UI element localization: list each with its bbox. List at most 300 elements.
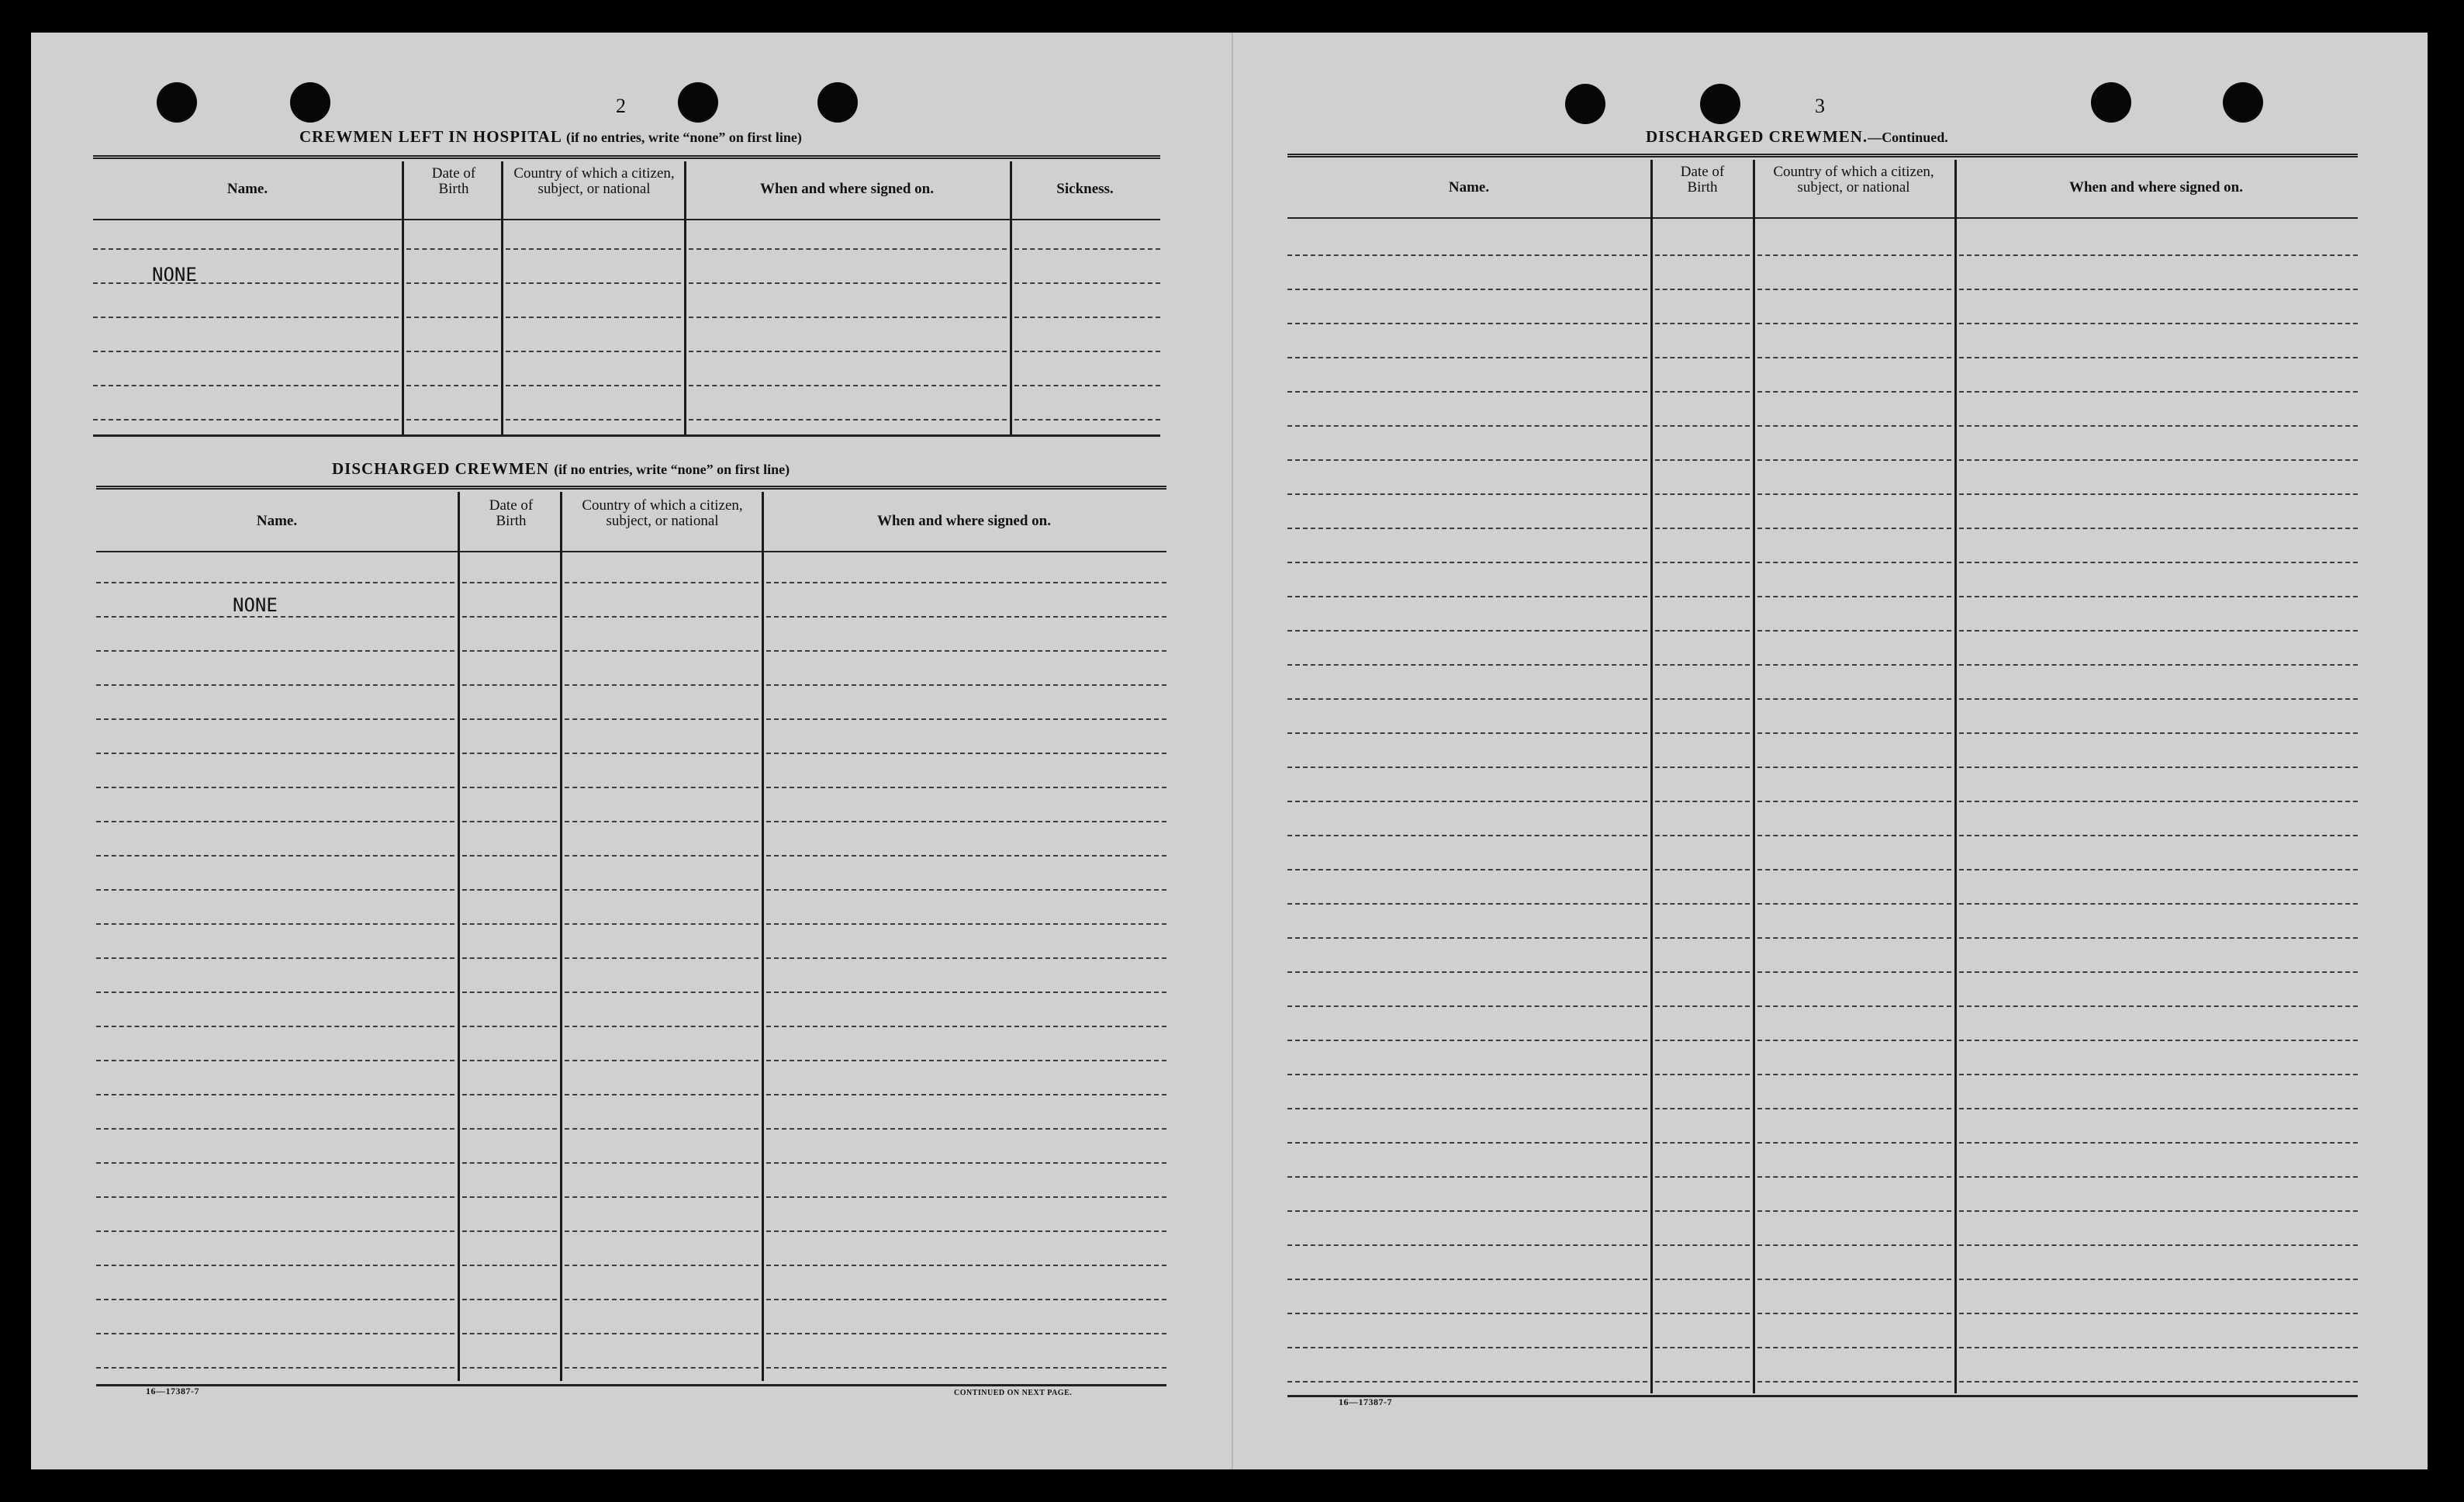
ruled-line	[1757, 1142, 1951, 1144]
ruled-line	[1757, 903, 1951, 905]
ruled-line	[96, 923, 454, 925]
ruled-line	[1757, 732, 1951, 734]
ruled-line	[766, 1299, 1166, 1300]
header-bottom-rule	[1287, 217, 2358, 219]
ruled-line	[1757, 1040, 1951, 1041]
ruled-line	[1757, 664, 1951, 666]
ruled-line	[406, 282, 498, 284]
ruled-line	[506, 282, 681, 284]
ruled-line	[689, 317, 1007, 318]
ruled-line	[766, 992, 1166, 993]
column-header-name: Name.	[226, 181, 268, 197]
ruled-line	[1757, 1176, 1951, 1178]
ruled-line	[1959, 459, 2358, 461]
ruled-line	[1757, 391, 1951, 393]
ruled-line	[1959, 289, 2358, 290]
ruled-line	[1655, 1074, 1750, 1075]
ruled-line	[1287, 289, 1647, 290]
ruled-line	[766, 889, 1166, 891]
ruled-line	[565, 855, 759, 857]
ruled-line	[1014, 282, 1160, 284]
ruled-line	[1959, 528, 2358, 529]
ruled-line	[565, 1026, 759, 1027]
ruled-line	[689, 385, 1007, 386]
ruled-line	[1655, 869, 1750, 870]
hospital-section-title	[299, 127, 802, 147]
ruled-line	[1014, 419, 1160, 420]
ruled-line	[1287, 664, 1647, 666]
ruled-line	[96, 1026, 454, 1027]
ruled-line	[766, 1094, 1166, 1095]
ruled-line	[1959, 971, 2358, 973]
ruled-line	[1757, 971, 1951, 973]
ruled-line	[766, 1026, 1166, 1027]
ruled-line	[1287, 1210, 1647, 1212]
ruled-line	[1655, 357, 1750, 358]
ruled-line	[1959, 323, 2358, 324]
ruled-line	[766, 753, 1166, 754]
ruled-line	[766, 650, 1166, 652]
discharged-table	[96, 486, 1166, 1401]
ruled-line	[1959, 1347, 2358, 1348]
ruled-line	[1287, 254, 1647, 256]
ruled-line	[689, 351, 1007, 352]
ruled-line	[1959, 596, 2358, 597]
form-number-left: 16—17387-7	[146, 1386, 199, 1396]
ruled-line	[1287, 1176, 1647, 1178]
column-header-birth: Date of Birth	[1680, 164, 1725, 196]
ruled-line	[96, 1128, 454, 1130]
ruled-line	[462, 889, 557, 891]
ruled-line	[462, 753, 557, 754]
column-divider	[1954, 160, 1957, 1393]
ruled-line	[462, 582, 557, 583]
ruled-line	[462, 821, 557, 822]
ruled-line	[462, 1162, 557, 1164]
ruled-line	[1655, 1381, 1750, 1383]
ruled-line	[689, 419, 1007, 420]
ruled-line	[1757, 835, 1951, 836]
ruled-line	[766, 923, 1166, 925]
ruled-line	[1287, 1074, 1647, 1075]
ruled-line	[565, 1162, 759, 1164]
column-header-country: Country of which a citizen, subject, or national	[513, 165, 675, 197]
ruled-line	[1959, 1313, 2358, 1314]
punch-hole	[290, 82, 330, 123]
ruled-line	[96, 1162, 454, 1164]
discharged-title: DISCHARGED CREWMEN	[332, 459, 549, 478]
ruled-line	[1655, 1142, 1750, 1144]
ruled-line	[766, 787, 1166, 788]
ruled-line	[506, 419, 681, 420]
ruled-line	[1655, 801, 1750, 802]
ruled-line	[462, 923, 557, 925]
ruled-line	[565, 1299, 759, 1300]
ruled-line	[766, 1367, 1166, 1369]
ruled-line	[1655, 493, 1750, 495]
ruled-line	[1287, 459, 1647, 461]
ruled-line	[1287, 425, 1647, 427]
column-header-sickness: Sickness.	[1056, 181, 1114, 197]
header-bottom-rule	[93, 219, 1160, 220]
ruled-line	[1959, 1108, 2358, 1109]
ruled-line	[1014, 248, 1160, 250]
ruled-line	[1757, 869, 1951, 870]
ruled-line	[1959, 1210, 2358, 1212]
ruled-line	[462, 616, 557, 618]
hospital-note: (if no entries, write “none” on first line)	[565, 130, 802, 145]
ruled-line	[565, 718, 759, 720]
ruled-line	[1014, 351, 1160, 352]
form-number-right: 16—17387-7	[1339, 1396, 1392, 1407]
column-divider	[762, 492, 764, 1381]
ruled-line	[565, 1128, 759, 1130]
ruled-line	[1959, 425, 2358, 427]
ruled-line	[1655, 323, 1750, 324]
ruled-line	[1655, 664, 1750, 666]
ruled-line	[565, 787, 759, 788]
hospital-title: CREWMEN LEFT IN HOSPITAL	[299, 127, 562, 146]
ruled-line	[1655, 1176, 1750, 1178]
ruled-line	[1757, 357, 1951, 358]
ruled-line	[1757, 767, 1951, 768]
ruled-line	[1757, 698, 1951, 700]
ruled-line	[1757, 596, 1951, 597]
ruled-line	[565, 1333, 759, 1334]
column-divider	[560, 492, 562, 1381]
hospital-table	[93, 155, 1160, 465]
ruled-line	[565, 1094, 759, 1095]
ruled-line	[406, 385, 498, 386]
ruled-line	[462, 718, 557, 720]
ruled-line	[1959, 732, 2358, 734]
ruled-line	[565, 889, 759, 891]
ruled-line	[96, 616, 454, 618]
ruled-line	[1655, 459, 1750, 461]
ruled-line	[462, 1196, 557, 1198]
ruled-line	[506, 248, 681, 250]
ruled-line	[462, 1060, 557, 1061]
ruled-line	[1287, 528, 1647, 529]
ruled-line	[406, 351, 498, 352]
ruled-line	[96, 1230, 454, 1232]
ruled-line	[1959, 698, 2358, 700]
ruled-line	[1959, 1040, 2358, 1041]
discharged-section-title	[332, 459, 790, 479]
ruled-line	[1757, 459, 1951, 461]
ruled-line	[96, 1265, 454, 1266]
ruled-line	[462, 1026, 557, 1027]
ruled-line	[1959, 664, 2358, 666]
ruled-line	[766, 684, 1166, 686]
ruled-line	[96, 855, 454, 857]
header-bottom-rule	[96, 551, 1166, 552]
ruled-line	[1655, 903, 1750, 905]
ruled-line	[1959, 1005, 2358, 1007]
ruled-line	[1014, 317, 1160, 318]
ruled-line	[96, 753, 454, 754]
ruled-line	[1287, 1347, 1647, 1348]
right-title: DISCHARGED CREWMEN.	[1646, 127, 1868, 146]
ruled-line	[565, 650, 759, 652]
ruled-line	[506, 351, 681, 352]
ruled-line	[565, 616, 759, 618]
ruled-line	[1655, 937, 1750, 939]
ruled-line	[1655, 835, 1750, 836]
punch-hole	[1565, 84, 1605, 124]
ruled-line	[1959, 562, 2358, 563]
punch-hole	[2091, 82, 2131, 123]
ruled-line	[1655, 971, 1750, 973]
ruled-line	[1959, 1279, 2358, 1280]
ruled-line	[1287, 357, 1647, 358]
ruled-line	[1959, 1176, 2358, 1178]
ruled-line	[1655, 289, 1750, 290]
ruled-line	[1959, 630, 2358, 632]
ruled-line	[93, 351, 399, 352]
table-top-rule	[93, 155, 1160, 159]
ruled-line	[1287, 1005, 1647, 1007]
ruled-line	[1959, 767, 2358, 768]
ruled-line	[565, 821, 759, 822]
page-number-left: 2	[616, 95, 626, 117]
ruled-line	[462, 1265, 557, 1266]
ruled-line	[565, 1196, 759, 1198]
ruled-line	[96, 1094, 454, 1095]
ruled-line	[1757, 1108, 1951, 1109]
ruled-line	[462, 1333, 557, 1334]
discharged-entry-name: NONE	[233, 594, 278, 616]
ruled-line	[96, 787, 454, 788]
ruled-line	[1959, 801, 2358, 802]
punch-hole	[817, 82, 858, 123]
ruled-line	[1655, 1244, 1750, 1246]
continued-note: CONTINUED ON NEXT PAGE.	[954, 1389, 1073, 1397]
ruled-line	[1757, 562, 1951, 563]
ruled-line	[1655, 391, 1750, 393]
table-top-rule	[96, 486, 1166, 490]
ruled-line	[1757, 425, 1951, 427]
ruled-line	[1959, 391, 2358, 393]
ruled-line	[766, 1162, 1166, 1164]
column-divider	[1010, 161, 1012, 436]
ruled-line	[1757, 630, 1951, 632]
ruled-line	[1959, 357, 2358, 358]
ruled-line	[96, 1299, 454, 1300]
ruled-line	[1655, 562, 1750, 563]
ruled-line	[565, 1230, 759, 1232]
ruled-line	[766, 821, 1166, 822]
ruled-line	[1655, 767, 1750, 768]
ruled-line	[1757, 1005, 1951, 1007]
ruled-line	[1287, 971, 1647, 973]
ruled-line	[1959, 1381, 2358, 1383]
page-fold	[1232, 33, 1233, 1469]
column-header-birth: Date of Birth	[431, 165, 476, 197]
ruled-line	[1757, 1074, 1951, 1075]
ruled-line	[96, 992, 454, 993]
ruled-line	[96, 821, 454, 822]
column-divider	[1753, 160, 1755, 1393]
ruled-line	[1655, 1040, 1750, 1041]
column-header-signed-on: When and where signed on.	[759, 181, 934, 197]
column-divider	[501, 161, 503, 436]
ruled-line	[1287, 732, 1647, 734]
ruled-line	[1757, 1313, 1951, 1314]
ruled-line	[1757, 1279, 1951, 1280]
ruled-line	[1757, 1381, 1951, 1383]
ruled-line	[766, 616, 1166, 618]
ruled-line	[93, 282, 399, 284]
hospital-entry-name: NONE	[152, 264, 197, 286]
column-header-name: Name.	[256, 513, 298, 529]
ruled-line	[1287, 562, 1647, 563]
ruled-line	[766, 1060, 1166, 1061]
ruled-line	[96, 684, 454, 686]
ruled-line	[462, 1367, 557, 1369]
ruled-line	[93, 248, 399, 250]
ruled-line	[1757, 937, 1951, 939]
column-divider	[1650, 160, 1653, 1393]
ruled-line	[1287, 1313, 1647, 1314]
ruled-line	[462, 1094, 557, 1095]
ruled-line	[1757, 1347, 1951, 1348]
table-top-rule	[1287, 154, 2358, 157]
ruled-line	[766, 1230, 1166, 1232]
ruled-line	[1959, 1142, 2358, 1144]
ruled-line	[462, 992, 557, 993]
ruled-line	[1959, 493, 2358, 495]
ruled-line	[462, 787, 557, 788]
ruled-line	[1655, 528, 1750, 529]
ruled-line	[1655, 425, 1750, 427]
ruled-line	[462, 650, 557, 652]
ruled-line	[689, 282, 1007, 284]
ruled-line	[1655, 1005, 1750, 1007]
column-divider	[402, 161, 404, 436]
punch-hole	[1700, 84, 1740, 124]
column-header-name: Name.	[1448, 179, 1490, 196]
ruled-line	[1757, 801, 1951, 802]
ruled-line	[766, 582, 1166, 583]
punch-hole	[678, 82, 718, 123]
ruled-line	[96, 957, 454, 959]
column-divider	[684, 161, 686, 436]
ruled-line	[565, 957, 759, 959]
column-header-signed-on: When and where signed on.	[876, 513, 1051, 529]
ruled-line	[1287, 801, 1647, 802]
ruled-line	[1287, 1381, 1647, 1383]
ruled-line	[462, 684, 557, 686]
ruled-line	[93, 317, 399, 318]
ruled-line	[1655, 596, 1750, 597]
ruled-line	[1959, 254, 2358, 256]
ruled-line	[1287, 391, 1647, 393]
ruled-line	[1287, 1279, 1647, 1280]
table-bottom-rule	[93, 434, 1160, 437]
ruled-line	[1287, 698, 1647, 700]
document-sheet	[31, 33, 2428, 1469]
ruled-line	[1014, 385, 1160, 386]
ruled-line	[565, 1265, 759, 1266]
ruled-line	[565, 582, 759, 583]
ruled-line	[689, 248, 1007, 250]
ruled-line	[462, 957, 557, 959]
ruled-line	[766, 1128, 1166, 1130]
ruled-line	[1959, 835, 2358, 836]
ruled-line	[96, 889, 454, 891]
ruled-line	[96, 582, 454, 583]
ruled-line	[1655, 698, 1750, 700]
ruled-line	[1959, 903, 2358, 905]
ruled-line	[1287, 596, 1647, 597]
ruled-line	[1959, 869, 2358, 870]
ruled-line	[1655, 254, 1750, 256]
ruled-line	[766, 1333, 1166, 1334]
ruled-line	[1655, 1108, 1750, 1109]
ruled-line	[1757, 323, 1951, 324]
column-header-signed-on: When and where signed on.	[2068, 179, 2243, 196]
ruled-line	[1655, 1279, 1750, 1280]
ruled-line	[1757, 528, 1951, 529]
ruled-line	[96, 1196, 454, 1198]
ruled-line	[506, 317, 681, 318]
ruled-line	[1655, 1210, 1750, 1212]
ruled-line	[1287, 869, 1647, 870]
ruled-line	[96, 1367, 454, 1369]
ruled-line	[1959, 1244, 2358, 1246]
ruled-line	[1757, 1210, 1951, 1212]
ruled-line	[462, 1128, 557, 1130]
discharged-note: (if no entries, write “none” on first line)	[554, 462, 790, 477]
ruled-line	[1655, 1347, 1750, 1348]
ruled-line	[766, 1196, 1166, 1198]
column-divider	[458, 492, 460, 1381]
ruled-line	[96, 718, 454, 720]
ruled-line	[565, 1060, 759, 1061]
ruled-line	[1287, 1142, 1647, 1144]
punch-hole	[157, 82, 197, 123]
ruled-line	[406, 248, 498, 250]
discharged-continued-table	[1287, 154, 2358, 1403]
ruled-line	[1757, 493, 1951, 495]
ruled-line	[766, 718, 1166, 720]
ruled-line	[1287, 903, 1647, 905]
ruled-line	[406, 419, 498, 420]
ruled-line	[93, 385, 399, 386]
page-number-right: 3	[1815, 95, 1825, 117]
punch-hole	[2223, 82, 2263, 123]
ruled-line	[565, 1367, 759, 1369]
ruled-line	[1757, 1244, 1951, 1246]
ruled-line	[1655, 630, 1750, 632]
ruled-line	[1959, 937, 2358, 939]
right-section-title	[1646, 127, 1948, 147]
ruled-line	[1287, 493, 1647, 495]
table-bottom-rule	[1287, 1395, 2358, 1397]
ruled-line	[1287, 937, 1647, 939]
ruled-line	[96, 1060, 454, 1061]
ruled-line	[1655, 1313, 1750, 1314]
ruled-line	[766, 1265, 1166, 1266]
column-header-birth: Date of Birth	[489, 497, 534, 529]
ruled-line	[565, 684, 759, 686]
ruled-line	[1287, 835, 1647, 836]
ruled-line	[1287, 767, 1647, 768]
ruled-line	[1959, 1074, 2358, 1075]
right-title-suffix: —Continued.	[1868, 130, 1948, 145]
ruled-line	[565, 992, 759, 993]
